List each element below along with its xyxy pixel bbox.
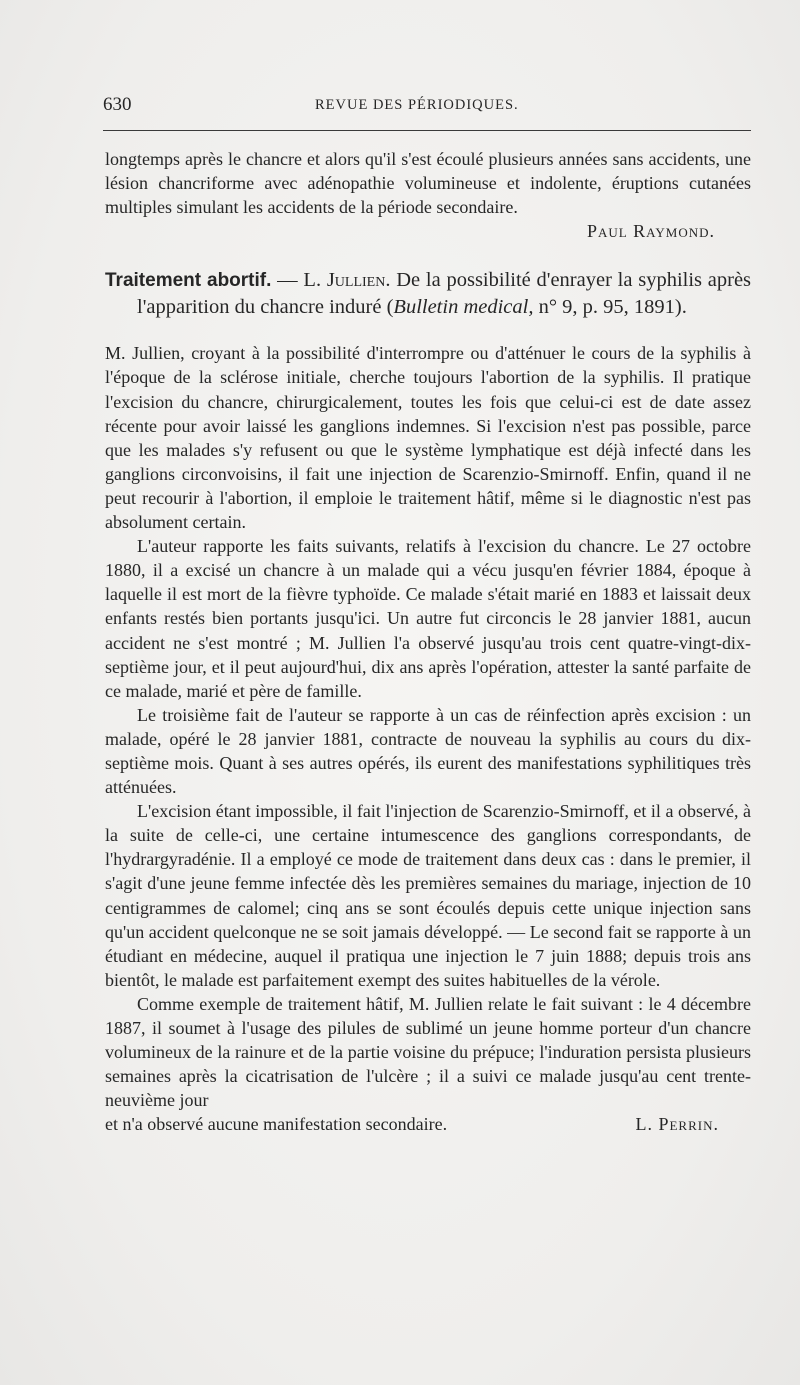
article-author: L. Jullien.	[303, 269, 391, 292]
heading-dash: —	[277, 269, 298, 292]
article-signature: L. Perrin.	[635, 1114, 719, 1135]
paragraph-2: L'auteur rapporte les faits suivants, relatifs à l'excision du chancre. Le 27 octobre 1880, il a excisé un chancre à un malade qui a vécu jusqu'en février 1884, époque à laquelle il est mort de la fièvre typhoïde. Ce malade s'était marié en 1883 et laissait deux enfants restés bien portants jusqu'ici. Un autre fut circoncis le 28 janvier 1881, aucun accident ne s'est montré ; M. Jullien l'a observé jusqu'au trois cent quatre-vingt-dix-septième jour, et il peut aujourd'hui, dix ans après l'opération, attester la santé parfaite de ce malade, marié et père de famille.	[105, 536, 751, 701]
article-heading: Traitement abortif. — L. Jullien. De la possibilité d'enrayer la syphilis après l'apparition du chancre induré (Bulletin medical, n° 9, p. 95, 1891).	[105, 269, 752, 319]
article-keyword: Traitement abortif.	[105, 270, 272, 292]
final-line	[105, 1112, 751, 1136]
page-header	[103, 94, 753, 124]
paragraph-4: L'excision étant impossible, il fait l'injection de Scarenzio-Smirnoff, et il a observé, à la suite de celle-ci, une certaine intumescence des ganglions correspondants, de l'hydrargyradénie. Il a employé ce mode de traitement dans deux cas : dans le premier, il s'agit d'une jeune femme infectée dès les premières semaines du mariage, injection de 10 centigrammes de calomel; cinq ans se sont écoulés depuis cette unique injection sans qu'un accident quelconque ne se soit jamais développé. — Le second fait se rapporte à un étudiant en médecine, auquel il pratiqua une injection le 7 juin 1888; depuis trois ans bientôt, le malade est parfaitement exempt des suites habituelles de la vérole.	[105, 801, 751, 990]
header-rule	[103, 130, 751, 131]
article-title: De la possibilité d'enrayer la syphilis après l'apparition du chancre induré	[137, 269, 752, 319]
previous-article-signature: Paul Raymond.	[586, 221, 715, 242]
page-number: 630	[103, 94, 132, 115]
paragraph-3: Le troisième fait de l'auteur se rapporte à un cas de réinfection après excision : un malade, opéré le 28 janvier 1881, contracte de nouveau la syphilis au cours du dix-septième mois. Quant à ses autres opérés, ils eurent des manifestations syphilitiques très atténuées.	[105, 704, 751, 798]
article-body	[105, 147, 751, 1136]
article-journal: Bulletin medical,	[393, 296, 534, 319]
paragraph-1: M. Jullien, croyant à la possibilité d'interrompre ou d'atténuer le cours de la syphilis à l'époque de la sclérose initiale, cherche toujours l'abortion de la syphilis. Il pratique l'excision du chancre, chirurgicalement, toutes les fois que celui-ci est de date assez récente pour avoir laissé les ganglions indemnes. Si l'excision n'est pas possible, parce que les malades s'y refusent ou que le système lymphatique est déjà infecté dans les ganglions circonvoisins, il fait une injection de Scarenzio-Smirnoff. Enfin, quand il ne peut recourir à l'abortion, il emploie le traitement hâtif, même si le diagnostic n'est pas absolument certain.	[105, 343, 751, 533]
running-title: REVUE DES PÉRIODIQUES.	[315, 97, 519, 113]
final-line-text: et n'a observé aucune manifestation secondaire.	[105, 1114, 448, 1135]
paragraph-5: Comme exemple de traitement hâtif, M. Jullien relate le fait suivant : le 4 décembre 1887, il soumet à l'usage des pilules de sublimé un jeune homme porteur d'un chancre volumineux de la rainure et de la partie voisine du prépuce; l'induration persista plusieurs semaines après la cicatrisation de l'ulcère ; il a suivi ce malade jusqu'au cent trente-neuvième jour	[105, 993, 751, 1111]
article-citation: n° 9, p. 95, 1891).	[538, 296, 687, 319]
previous-article-ending: longtemps après le chancre et alors qu'il s'est écoulé plusieurs années sans accidents, une lésion chancriforme avec adénopathie volumineuse et indolente, éruptions cutanées multiples simulant les accidents de la période secondaire.	[105, 149, 751, 218]
